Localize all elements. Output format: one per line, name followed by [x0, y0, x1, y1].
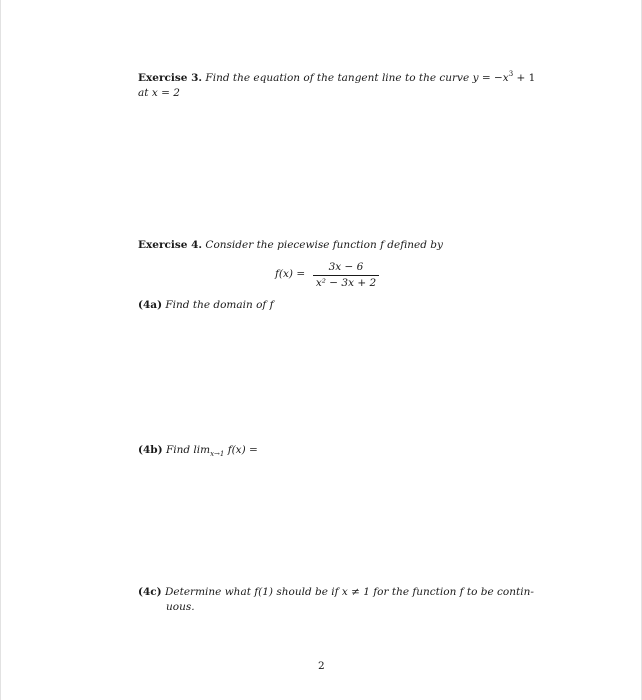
curve-base: y = −x — [472, 72, 509, 84]
exercise-3-line-1 — [138, 71, 535, 85]
question-4b — [138, 443, 258, 457]
fraction — [313, 261, 379, 290]
fraction-numerator: 3x − 6 — [328, 261, 364, 273]
fraction-bar — [313, 275, 379, 276]
question-4b-text — [166, 444, 258, 456]
question-4c-line-2: uous. — [166, 601, 195, 613]
limit-subscript: x→1 — [210, 450, 225, 458]
question-4b-label: (4b) — [138, 444, 163, 456]
page-left-edge — [0, 0, 1, 700]
question-4c-label: (4c) — [138, 586, 162, 598]
curve-tail: + 1 — [513, 72, 536, 84]
question-4a — [138, 298, 274, 312]
question-4a-label: (4a) — [138, 299, 163, 311]
question-4c-line-1 — [138, 585, 534, 599]
limit-expression: f(x) = — [224, 444, 258, 456]
function-lhs: f(x) = — [275, 268, 306, 280]
exercise-3-line-2: at x = 2 — [138, 87, 180, 99]
exercise-4-text: Consider the piecewise function f defined by — [205, 239, 443, 251]
question-4a-text: Find the domain of f — [165, 299, 274, 311]
exercise-3-label: Exercise 3. — [138, 72, 203, 84]
question-4c-text: Determine what f(1) should be if x ≠ 1 for the function f to be contin- — [164, 586, 534, 598]
curve-exponent: 3 — [508, 70, 514, 78]
exercise-3-curve — [473, 72, 536, 84]
limit-word: Find lim — [165, 444, 211, 456]
exercise-4-intro — [138, 238, 443, 252]
fraction-denominator: x² − 3x + 2 — [315, 277, 377, 289]
page-number: 2 — [318, 660, 325, 672]
exercise-3-text: Find the equation of the tangent line to the curve — [205, 72, 470, 84]
exercise-4-label: Exercise 4. — [138, 239, 203, 251]
